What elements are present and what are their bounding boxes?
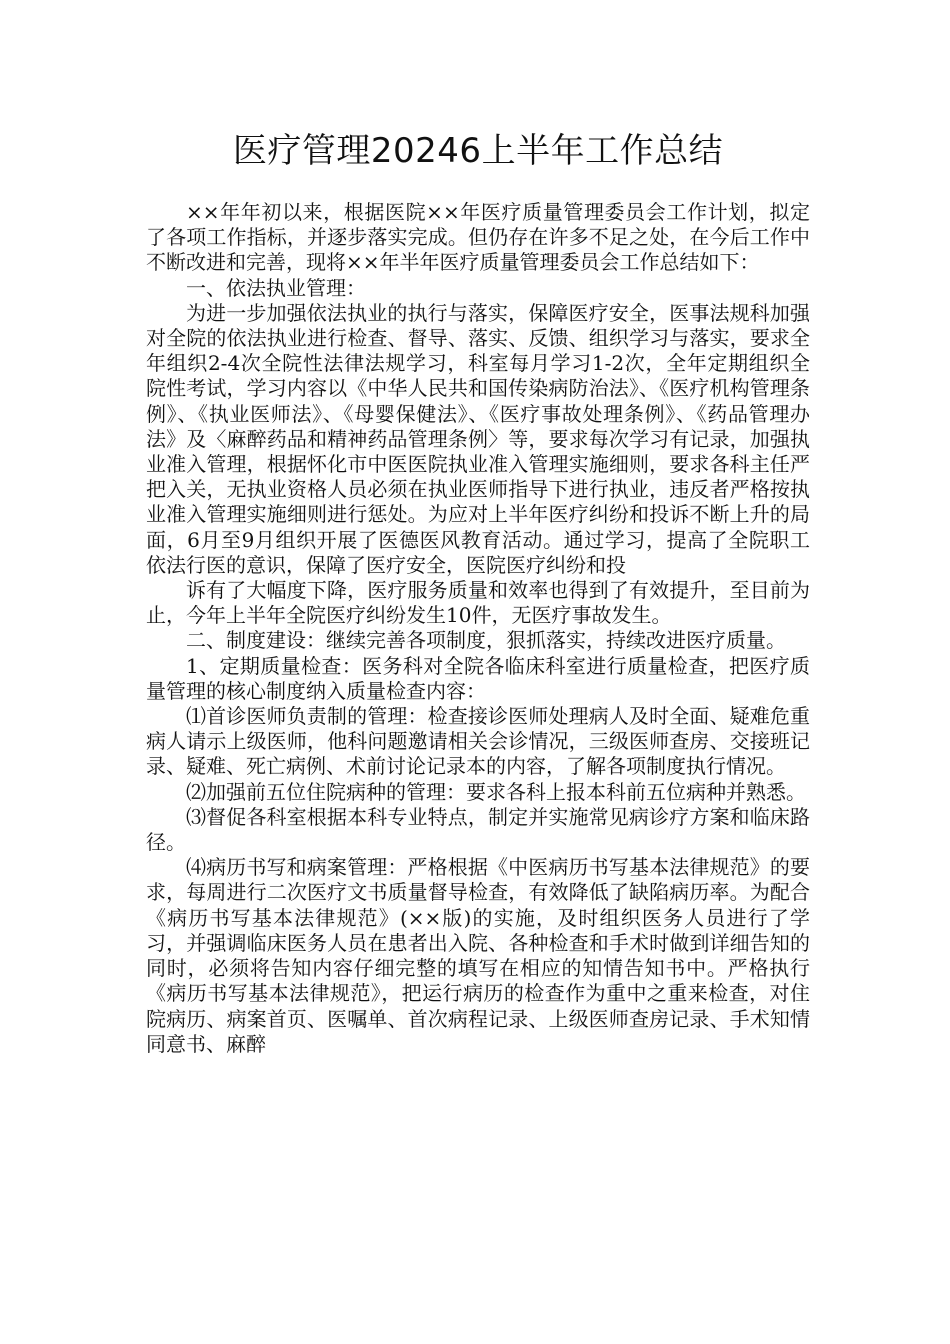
paragraph-item-1: ⑴首诊医师负责制的管理：检查接诊医师处理病人及时全面、疑难危重病人请示上级医师，他科问题邀请相关会诊情况，三级医师查房、交接班记录、疑难、死亡病例、术前讨论记录本的内容，了解各项制度执行情况。: [146, 704, 810, 779]
paragraph-complaints: 诉有了大幅度下降，医疗服务质量和效率也得到了有效提升，至目前为止，今年上半年全院医疗纠纷发生10件，无医疗事故发生。: [146, 578, 810, 628]
paragraph-heading-2: 二、制度建设：继续完善各项制度，狠抓落实，持续改进医疗质量。: [186, 628, 786, 653]
paragraph-item-3: ⑶督促各科室根据本科专业特点，制定并实施常见病诊疗方案和临床路径。: [146, 804, 810, 855]
paragraph-legal-practice: 为进一步加强依法执业的执行与落实，保障医疗安全，医事法规科加强对全院的依法执业进行检查、督导、落实、反馈、组织学习与落实，要求全年组织2-4次全院性法律法规学习，科室每月学习1-2次，全年定期组织全院性考试，学习内容以《中华人民共和国传染病防治法》、《医疗机构管理条例》、《执业医师法》、《母婴保健法》、《医疗事故处理条例》、《药品管理办法》及〈麻醉药品和精神药品管理条例〉等，要求每次学习有记录，加强执业准入管理，根据怀化市中医医院执业准入管理实施细则，要求各科主任严把入关，无执业资格人员必须在执业医师指导下进行执业，违反者严格按执业准入管理实施细则进行惩处。为应对上半年医疗纠纷和投诉不断上升的局面，6月至9月组织开展了医德医风教育活动。通过学习，提高了全院职工依法行医的意识，保障了医疗安全，医院医疗纠纷和投: [146, 300, 810, 577]
paragraph-heading-1: 一、依法执业管理：: [186, 275, 366, 300]
document-title: 医疗管理20246上半年工作总结: [232, 131, 724, 171]
paragraph-item-4: ⑷病历书写和病案管理：严格根据《中医病历书写基本法律规范》的要求，每周进行二次医疗文书质量督导检查，有效降低了缺陷病历率。为配合《病历书写基本法律规范》(××版)的实施，及时组织医务人员进行了学习，并强调临床医务人员在患者出入院、各种检查和手术时做到详细告知的同时，必须将告知内容仔细完整的填写在相应的知情告知书中。严格执行《病历书写基本法律规范》，把运行病历的检查作为重中之重来检查，对住院病历、病案首页、医嘱单、首次病程记录、上级医师查房记录、手术知情同意书、麻醉: [146, 855, 810, 1056]
paragraph-intro: ××年年初以来，根据医院××年医疗质量管理委员会工作计划，拟定了各项工作指标，并逐步落实完成。但仍存在许多不足之处，在今后工作中不断改进和完善，现将××年半年医疗质量管理委员会工作总结如下：: [146, 200, 810, 275]
paragraph-item-2: ⑵加强前五位住院病种的管理：要求各科上报本科前五位病种并熟悉。: [186, 779, 806, 804]
document-page: [146, 128, 810, 1057]
paragraph-quality-check: 1、定期质量检查：医务科对全院各临床科室进行质量检查，把医疗质量管理的核心制度纳入质量检查内容：: [146, 653, 810, 703]
document-body: [146, 200, 810, 1057]
